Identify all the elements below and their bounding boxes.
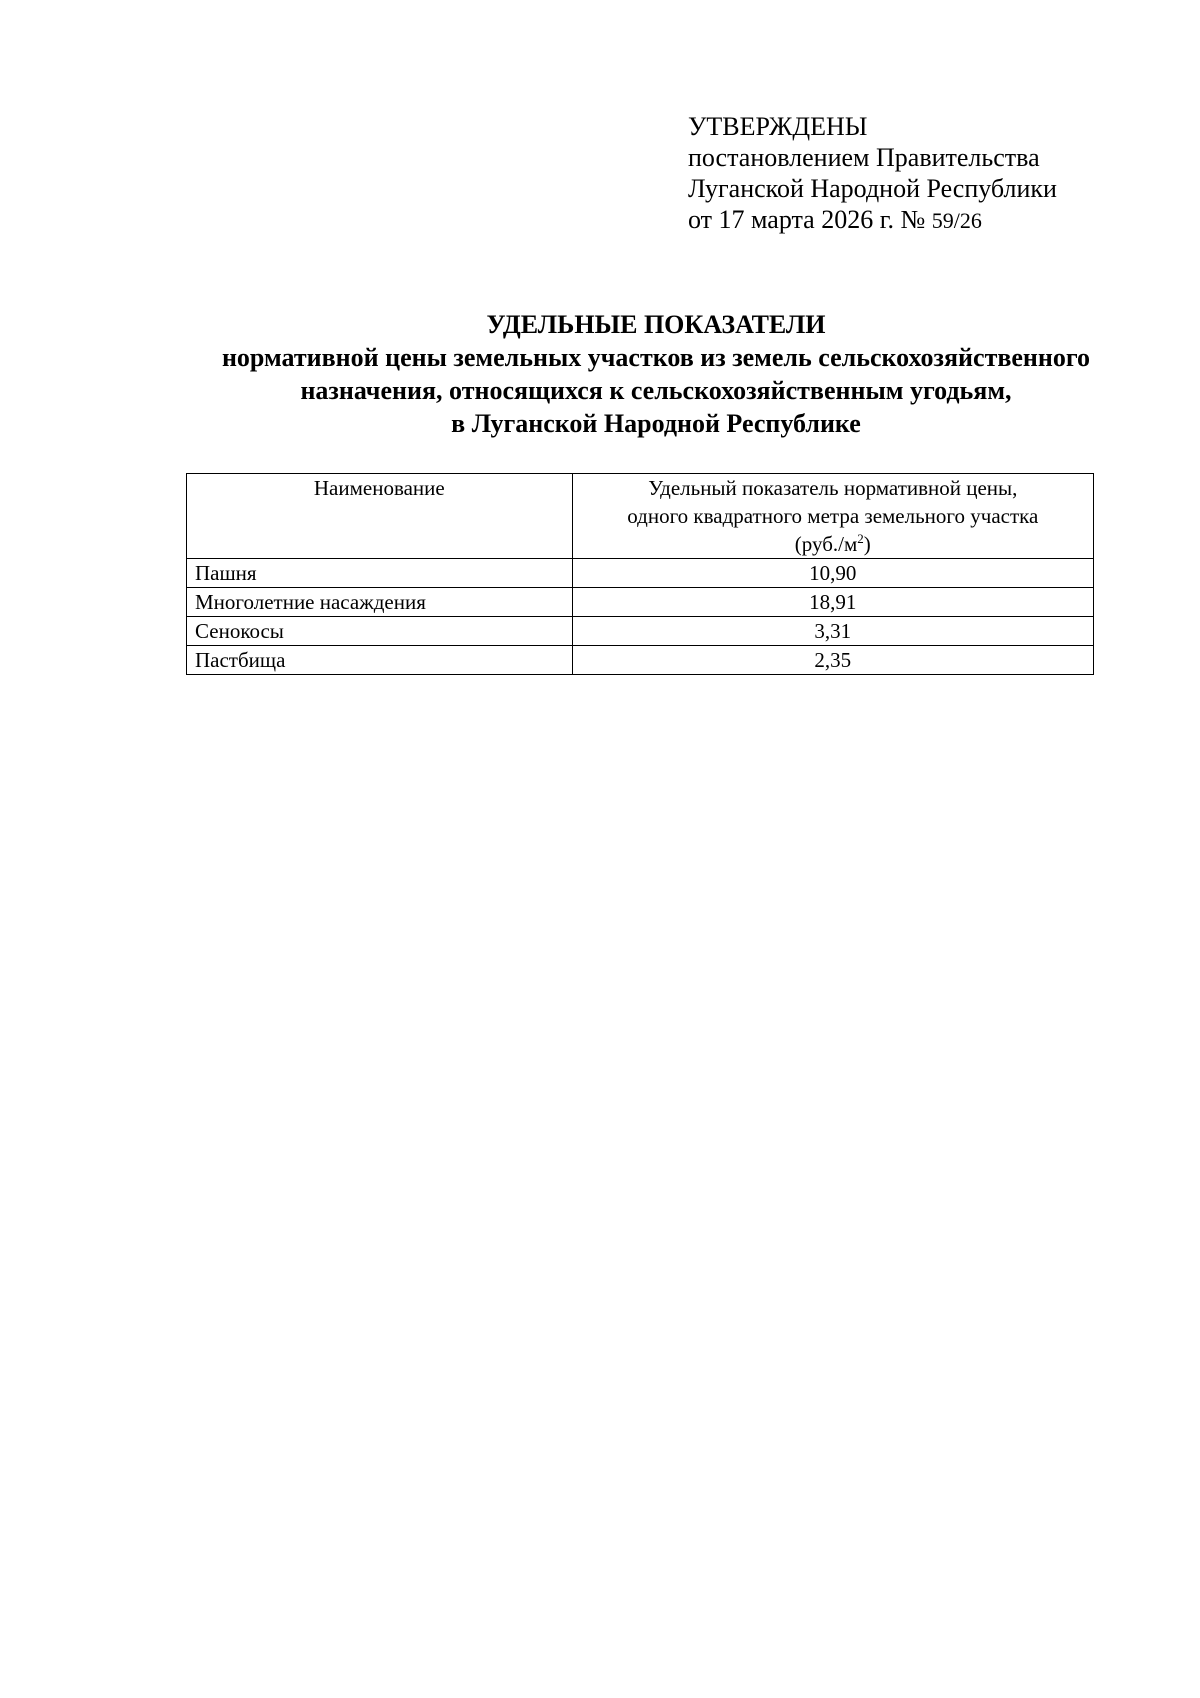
unit-superscript: 2 xyxy=(857,531,864,546)
unit-text: (руб./м xyxy=(794,532,858,556)
unit-close: ) xyxy=(863,532,871,556)
header-price-line-1: Удельный показатель нормативной цены, xyxy=(648,476,1018,500)
title-line-2: нормативной цены земельных участков из земель сельскохозяйственного xyxy=(221,343,1091,372)
row-value: 2,35 xyxy=(572,646,1093,675)
header-price-line-2: одного квадратного метра земельного участка xyxy=(627,504,1039,528)
approval-heading: УТВЕРЖДЕНЫ xyxy=(688,112,868,141)
row-name: Многолетние насаждения xyxy=(187,588,573,617)
title-line-3: назначения, относящихся к сельскохозяйственным угодьям, xyxy=(300,376,1012,405)
approval-stamp xyxy=(688,111,1057,236)
header-name: Наименование xyxy=(187,474,573,559)
approval-number: 59/26 xyxy=(931,208,982,233)
table-header-row xyxy=(187,474,1094,559)
row-value: 10,90 xyxy=(572,559,1093,588)
table-row xyxy=(187,559,1094,588)
approval-date: от 17 марта 2026 г. № xyxy=(688,205,926,234)
price-table xyxy=(186,473,1094,675)
document-title xyxy=(150,308,1162,440)
approval-resolution-line: постановлением Правительства xyxy=(688,143,1040,172)
table-row xyxy=(187,646,1094,675)
row-name: Сенокосы xyxy=(187,617,573,646)
row-name: Пастбища xyxy=(187,646,573,675)
header-price-unit xyxy=(581,530,1085,558)
title-line-4: в Луганской Народной Республике xyxy=(451,409,861,438)
approval-date-line xyxy=(688,204,1057,236)
table-row xyxy=(187,617,1094,646)
row-value: 3,31 xyxy=(572,617,1093,646)
approval-government-line: Луганской Народной Республики xyxy=(688,174,1057,203)
row-value: 18,91 xyxy=(572,588,1093,617)
title-line-1: УДЕЛЬНЫЕ ПОКАЗАТЕЛИ xyxy=(486,310,826,339)
table-row xyxy=(187,588,1094,617)
row-name: Пашня xyxy=(187,559,573,588)
header-price xyxy=(572,474,1093,559)
